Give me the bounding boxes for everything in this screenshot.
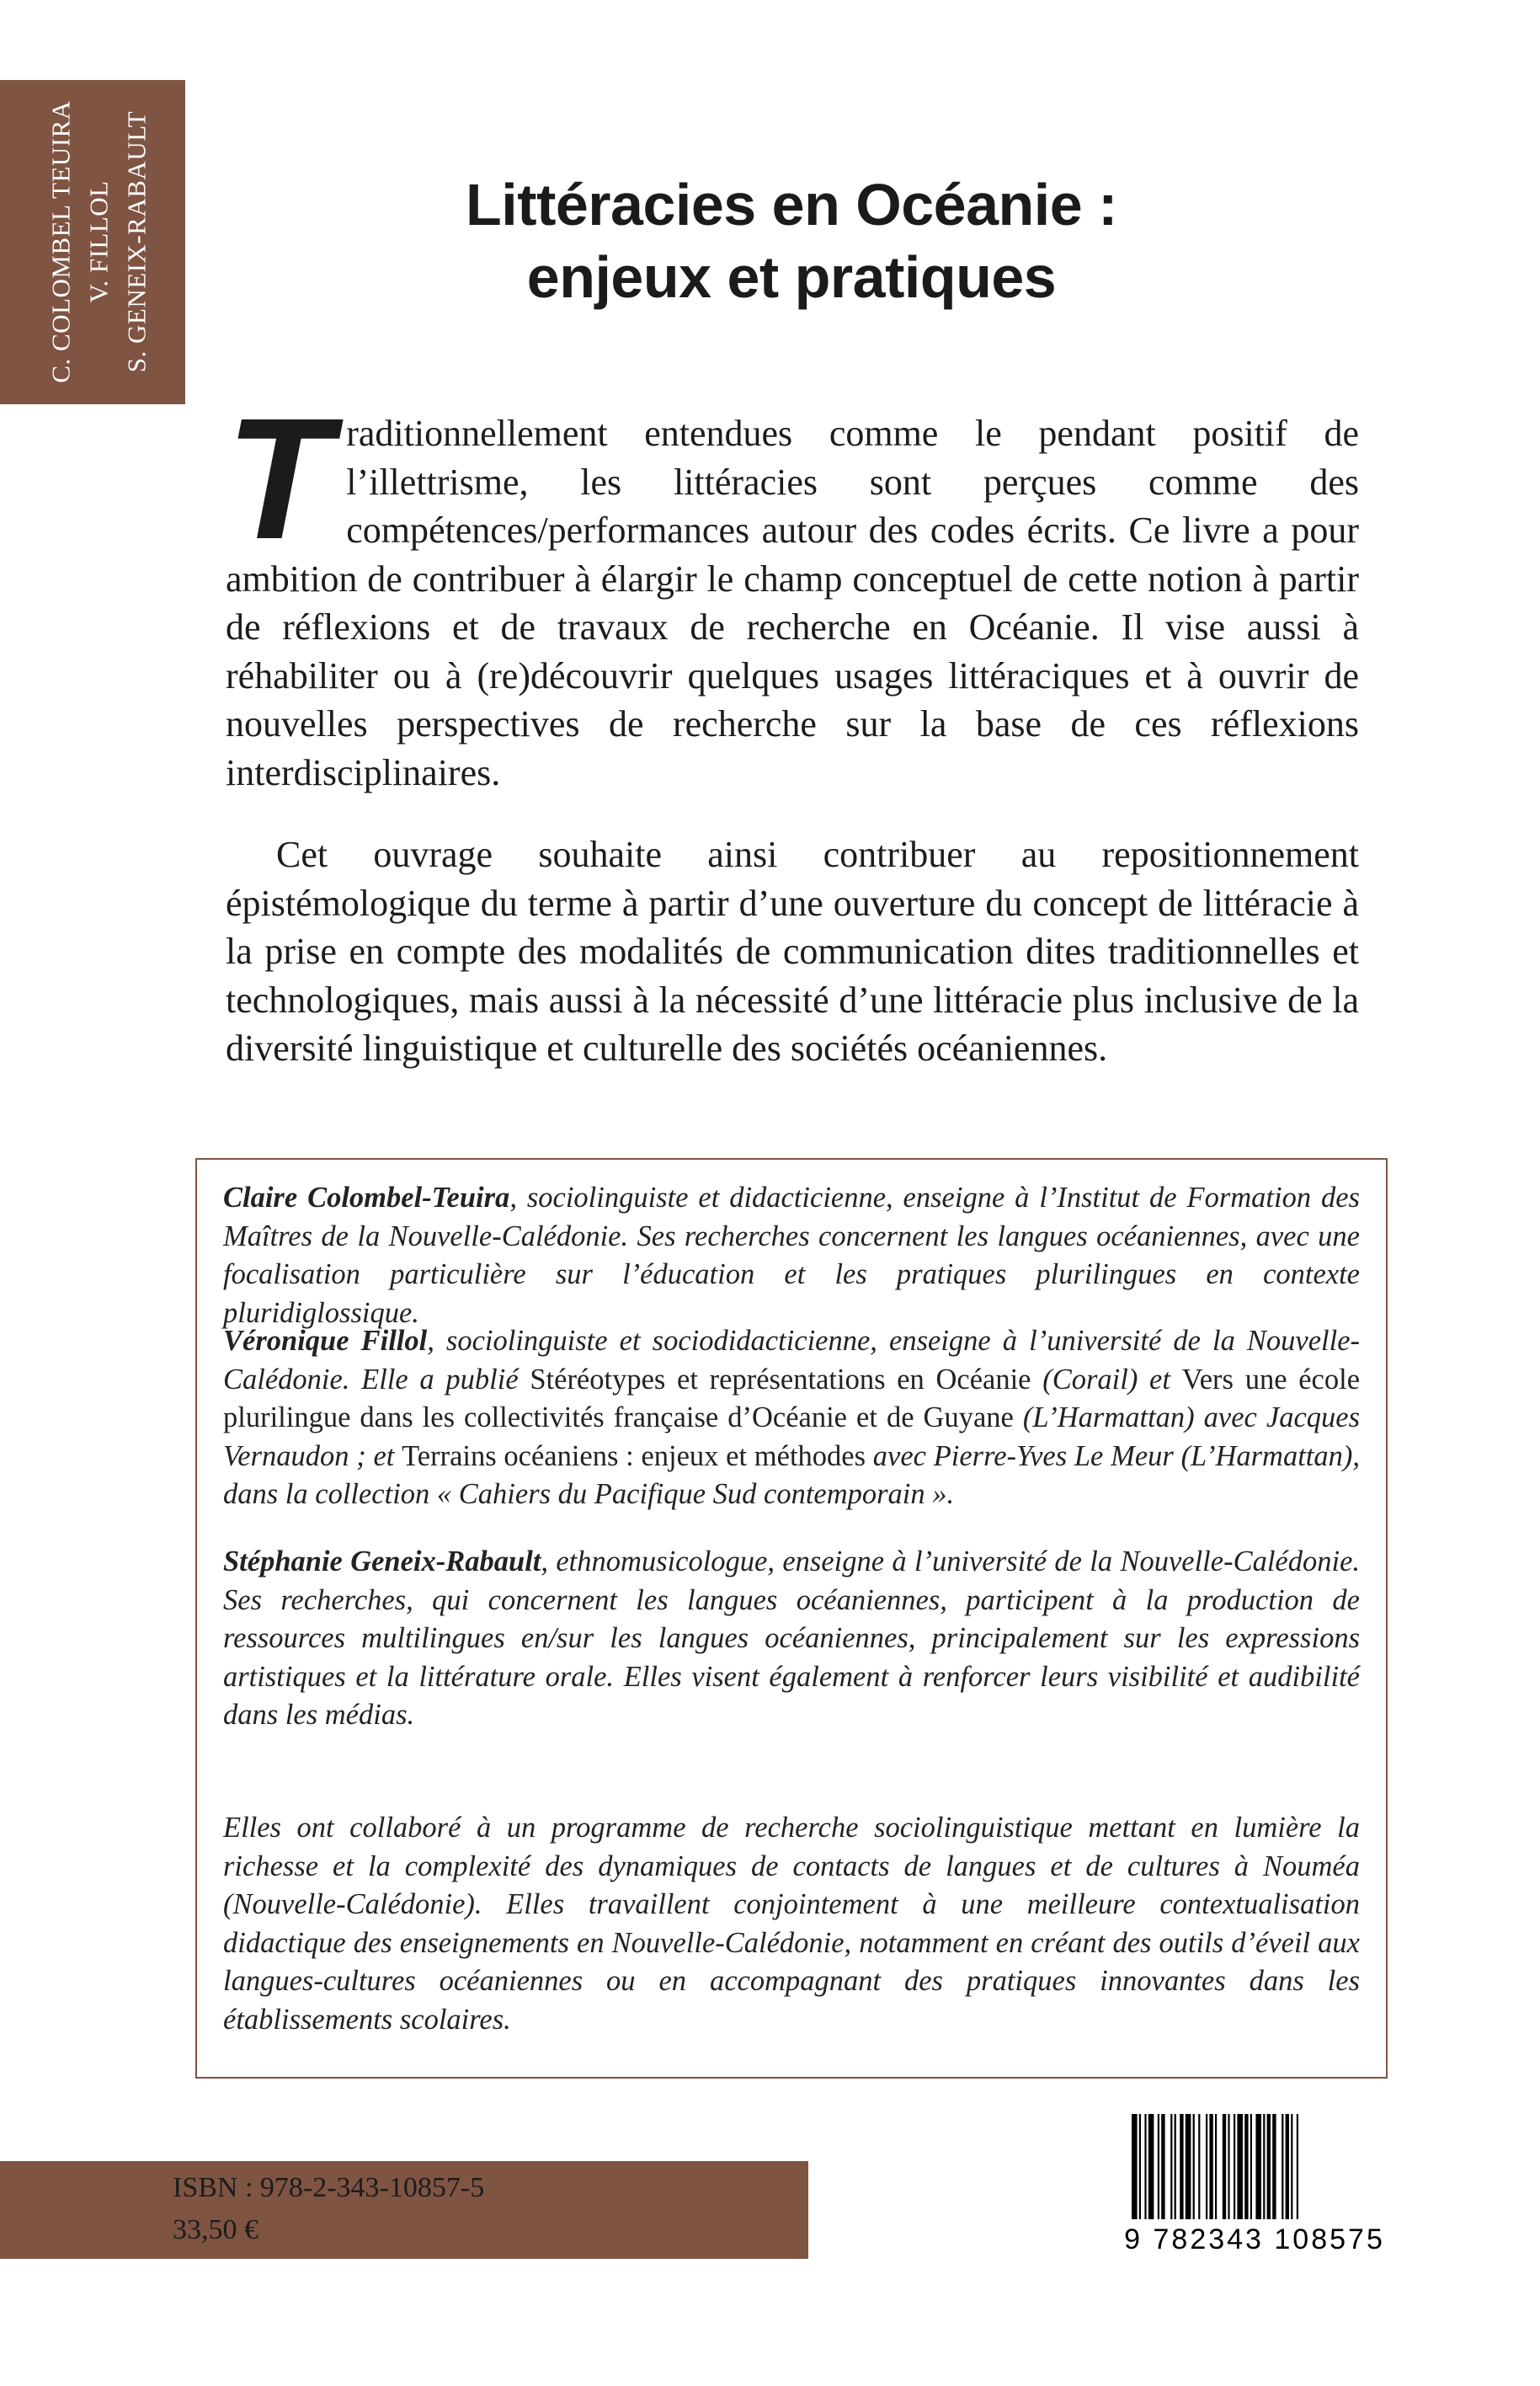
- barcode: [1128, 2114, 1381, 2282]
- bio-veronique: [223, 1322, 1360, 1514]
- bio-veronique-text-3: (L’Harmattan) avec Jacques Vernaudon ; et: [223, 1401, 1361, 1472]
- bio-stephanie-text: , ethnomusicologue, enseigne à l’université de la Nouvelle-Calédonie. Ses recherches, qui concernent les langues océaniennes, participent à la production de ressources multilingues en/sur les langues océaniennes, principalement sur les expressions artistiques et la littérature orale. Elles visent également à renforcer leurs visibilité et audibilité dans les médias.: [223, 1545, 1361, 1731]
- barcode-bar: [1250, 2114, 1252, 2219]
- bio-claire: [223, 1179, 1360, 1332]
- spine-author-2: V. FILLOL: [83, 180, 114, 303]
- barcode-bar: [1132, 2114, 1138, 2219]
- bio-veronique-text-2: (Corail) et: [1031, 1363, 1182, 1396]
- bio-veronique-text-1: , sociolinguiste et sociodidacticienne, enseigne à l’université de la Nouvelle-Calédonie. Elle a publié: [223, 1325, 1361, 1396]
- intro-paragraph: [226, 382, 1359, 797]
- barcode-bar: [1206, 2114, 1207, 2219]
- barcode-bar: [1180, 2114, 1183, 2219]
- barcode-bar: [1170, 2114, 1172, 2219]
- drop-cap: T: [226, 382, 332, 575]
- price-text: 33,50 €: [173, 2214, 258, 2245]
- barcode-bar: [1237, 2114, 1243, 2219]
- barcode-bar: [1144, 2114, 1146, 2219]
- book-title-terrains-oceaniens: Terrains océaniens : enjeux et méthodes: [402, 1439, 866, 1472]
- second-paragraph: Cet ouvrage souhaite ainsi contribuer au repositionnement épistémologique du terme à partir d’une ouverture du concept de littéracie à la prise en compte des modalités de communication dites traditionnelles et technologiques, mais aussi à la nécessité d’une littéracie plus inclusive de la diversité linguistique et culturelle des sociétés océaniennes.: [226, 834, 1359, 1069]
- barcode-bar: [1139, 2114, 1141, 2219]
- barcode-bar: [1223, 2114, 1226, 2219]
- book-title-stereotypes: Stéréotypes et représentations en Océanie: [530, 1363, 1031, 1396]
- barcode-bar: [1161, 2114, 1164, 2219]
- bio-veronique-name: Véronique Fillol: [223, 1325, 428, 1357]
- spine-author-tab: [0, 80, 185, 404]
- barcode-digits: 9 782343 108575: [1124, 2223, 1385, 2255]
- spine-author-3: S. GENEIX-RABAULT: [121, 110, 152, 373]
- spine-author-1: C. COLOMBEL TEUIRA: [45, 100, 76, 383]
- barcode-bar: [1297, 2114, 1298, 2219]
- barcode-bar: [1263, 2114, 1265, 2219]
- barcode-bar: [1175, 2114, 1176, 2219]
- barcode-bar: [1215, 2114, 1217, 2219]
- bio-claire-text: , sociolinguiste et didacticienne, enseigne à l’Institut de Formation des Maîtres de la Nouvelle-Calédonie. Ses recherches concernent les langues océaniennes, avec une focalisation particulière sur l’éducation et les pratiques plurilingues en contexte pluridiglossique.: [223, 1182, 1360, 1329]
- barcode-bar: [1209, 2114, 1212, 2219]
- isbn-text: ISBN : 978-2-343-10857-5: [173, 2172, 485, 2203]
- collaboration-paragraph: Elles ont collaboré à un programme de recherche sociolinguistique mettant en lumière la richesse et la complexité des dynamiques de contacts de langues et de cultures à Nouméa (Nouvelle-Calédonie). Elles travaillent conjointement à une meilleure contextualisation didactique des enseignements en Nouvelle-Calédonie, notamment en créant des outils d’éveil aux langues-cultures océaniennes ou en accompagnant des pratiques innovantes dans les établissements scolaires.: [223, 1812, 1360, 2036]
- bio-claire-name: Claire Colombel-Teuira: [223, 1182, 510, 1214]
- barcode-bar: [1186, 2114, 1191, 2219]
- bio-stephanie-name: Stéphanie Geneix-Rabault: [223, 1545, 541, 1577]
- barcode-bar: [1234, 2114, 1235, 2219]
- barcode-bar: [1148, 2114, 1154, 2219]
- barcode-bar: [1291, 2114, 1292, 2219]
- bio-stephanie: [223, 1543, 1360, 1735]
- barcode-bars: [1128, 2114, 1381, 2223]
- barcode-bar: [1244, 2114, 1248, 2219]
- barcode-bar: [1158, 2114, 1159, 2219]
- barcode-bar: [1267, 2114, 1271, 2219]
- title-line-2: enjeux et pratiques: [526, 244, 1057, 310]
- barcode-bar: [1228, 2114, 1229, 2219]
- barcode-bar: [1193, 2114, 1195, 2219]
- bio-veronique-text-4: avec Pierre-Yves Le Meur (L’Harmattan), dans la collection « Cahiers du Pacifique Sud contemporain ».: [223, 1439, 1360, 1510]
- barcode-bar: [1282, 2114, 1283, 2219]
- intro-text: raditionnellement entendues comme le pendant positif de l’illettrisme, les littéracies sont perçues comme des compétences/performances autour des codes écrits. Ce livre a pour ambition de contribuer à élargir le champ conceptuel de cette notion à partir de réflexions et de travaux de recherche en Océanie. Il vise aussi à réhabiliter ou à (re)découvrir quelques usages littéraciques et à ouvrir de nouvelles perspectives de recherche sur la base de ces réflexions interdisciplinaires.: [226, 413, 1359, 793]
- barcode-bar: [1255, 2114, 1261, 2219]
- barcode-bar: [1286, 2114, 1289, 2219]
- book-title-ecole-plurilingue: Vers une école plurilingue dans les collectivités française d’Océanie et de Guyane: [223, 1363, 1361, 1433]
- barcode-bar: [1198, 2114, 1200, 2219]
- book-title: [253, 168, 1330, 313]
- barcode-bar: [1272, 2114, 1276, 2219]
- title-line-1: Littéracies en Océanie :: [466, 172, 1117, 238]
